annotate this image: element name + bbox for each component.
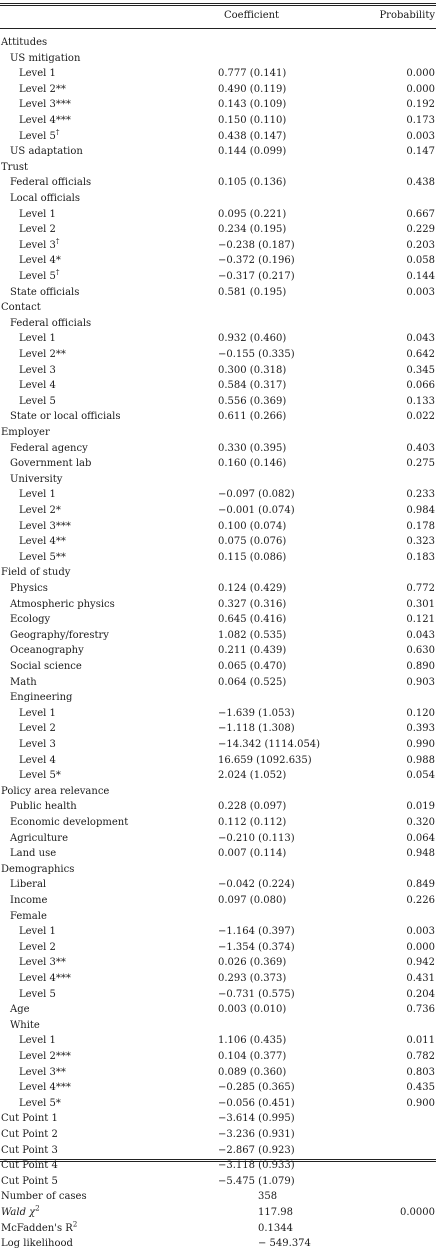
row-label: Age	[10, 1004, 30, 1016]
coefficient-cell: 0.089 (0.360)	[218, 1066, 287, 1078]
table-row	[0, 519, 436, 535]
table-row	[0, 737, 436, 753]
row-label: Level 1	[19, 68, 56, 80]
probability-cell: 0.667	[406, 208, 435, 220]
probability-cell: 0.301	[406, 598, 435, 610]
row-label: Math	[10, 676, 37, 688]
top-rule-double	[0, 5, 436, 6]
coefficient-cell: 0.228 (0.097)	[218, 801, 287, 813]
probability-cell: 0.988	[406, 754, 435, 766]
probability-cell: 0.942	[406, 957, 435, 969]
row-label: Land use	[10, 848, 57, 860]
row-label: Level 5*	[19, 1097, 61, 1109]
table-row	[0, 1143, 436, 1159]
probability-cell: 0.178	[406, 520, 435, 532]
coefficient-cell: 0.124 (0.429)	[218, 583, 287, 594]
bottom-rule	[0, 1159, 436, 1160]
probability-cell: 0.772	[406, 583, 435, 594]
coefficient-cell: 0.144 (0.099)	[218, 146, 287, 158]
table-row	[0, 160, 436, 176]
row-label: Public health	[10, 801, 77, 813]
probability-cell: 0.948	[406, 848, 435, 860]
table-row	[0, 503, 436, 519]
row-label: Federal officials	[10, 177, 92, 189]
probability-cell: 0.900	[406, 1097, 435, 1109]
coefficient-cell: 0.581 (0.195)	[218, 286, 287, 298]
row-label: Level 3***	[19, 99, 71, 111]
probability-cell: 0.147	[406, 146, 435, 158]
coefficient-cell: 0.143 (0.109)	[218, 99, 287, 111]
row-label: Federal officials	[10, 317, 92, 329]
table-row	[0, 581, 436, 597]
row-label: Government lab	[10, 458, 92, 470]
row-label: Level 1	[19, 333, 56, 345]
probability-cell: 0.058	[406, 255, 435, 267]
probability-cell: 0.043	[406, 629, 435, 641]
row-label: Level 1	[19, 1035, 56, 1047]
coefficient-cell: −0.042 (0.224)	[218, 879, 295, 891]
table-row	[0, 1111, 436, 1127]
row-label: University	[10, 473, 63, 485]
table-row	[0, 331, 436, 347]
probability-cell: 0.782	[406, 1051, 435, 1062]
probability-cell: 0.054	[406, 770, 435, 782]
table-row	[0, 971, 436, 987]
row-label: Level 3***	[19, 520, 71, 532]
row-label: Level 1	[19, 489, 56, 501]
coefficient-cell: 0.104 (0.377)	[218, 1051, 287, 1062]
coefficient-cell: 0.003 (0.010)	[218, 1004, 287, 1016]
coefficient-cell: 0.075 (0.076)	[218, 536, 287, 548]
table-row	[0, 1236, 436, 1252]
row-label: Level 2	[19, 941, 56, 953]
probability-cell: 0.011	[406, 1035, 435, 1047]
coefficient-cell: − 549.374	[258, 1238, 311, 1250]
table-row	[0, 924, 436, 940]
row-label: Level 4	[19, 380, 56, 392]
row-label: Contact	[1, 302, 41, 314]
table-row	[0, 1049, 436, 1065]
row-label: Level 3**	[19, 957, 66, 969]
row-label: Log likelihood	[1, 1238, 73, 1250]
table-row	[0, 846, 436, 862]
table-row	[0, 1127, 436, 1143]
probability-cell: 0.736	[406, 1004, 435, 1016]
table-row	[0, 877, 436, 893]
row-label: Liberal	[10, 879, 47, 891]
coefficient-cell: −0.731 (0.575)	[218, 988, 295, 1000]
probability-cell: 0.019	[406, 801, 435, 813]
table-row	[0, 831, 436, 847]
row-label: Level 5†	[19, 268, 60, 282]
row-label: Wald $\chi^2$	[1, 1204, 40, 1218]
row-label: State or local officials	[10, 411, 121, 423]
coefficient-cell: 0.300 (0.318)	[218, 364, 287, 376]
table-row	[0, 113, 436, 129]
table-row	[0, 675, 436, 691]
row-label: McFadden's $R^2$	[1, 1220, 78, 1234]
coefficient-cell: 0.095 (0.221)	[218, 208, 287, 220]
table-row	[0, 316, 436, 332]
row-label: Level 5**	[19, 551, 66, 563]
row-label: Cut Point 4	[1, 1160, 58, 1172]
table-row	[0, 1080, 436, 1096]
row-label: Cut Point 2	[1, 1129, 58, 1140]
coefficient-cell: 0.327 (0.316)	[218, 598, 287, 610]
table-row	[0, 643, 436, 659]
row-label: Cut Point 3	[1, 1144, 58, 1156]
coefficient-cell: 0.556 (0.369)	[218, 395, 287, 407]
probability-cell: 0.984	[406, 505, 435, 516]
row-label: Level 4**	[19, 536, 66, 548]
probability-cell: 0.000	[406, 68, 435, 80]
probability-cell: 0.000	[406, 83, 435, 95]
coefficient-cell: −14.342 (1114.054)	[218, 739, 321, 750]
probability-cell: 0.022	[406, 411, 435, 423]
row-label: Federal agency	[10, 442, 88, 454]
row-label: Economic development	[10, 817, 129, 828]
table-row	[0, 862, 436, 878]
table-row	[0, 1189, 436, 1205]
probability-cell: 0.323	[406, 536, 435, 548]
coefficient-cell: 0.438 (0.147)	[218, 130, 287, 142]
top-rule	[0, 3, 436, 4]
coefficient-cell: 1.106 (0.435)	[218, 1035, 287, 1047]
table-row	[0, 207, 436, 223]
row-label: Demographics	[1, 863, 75, 875]
coefficient-cell: 0.097 (0.080)	[218, 895, 287, 906]
coefficient-cell: −0.372 (0.196)	[218, 255, 295, 267]
table-row	[0, 534, 436, 550]
probability-cell: 0.173	[406, 115, 435, 126]
row-label: Level 1	[19, 926, 56, 938]
row-label: Level 4*	[19, 255, 61, 267]
coefficient-cell: 0.026 (0.369)	[218, 957, 287, 969]
coefficient-cell: 358	[258, 1191, 278, 1203]
table-row	[0, 82, 436, 98]
table-row	[0, 456, 436, 472]
probability-cell: 0.000	[406, 941, 435, 953]
table-row	[0, 690, 436, 706]
row-label: Level 4***	[19, 115, 71, 126]
row-label: Level 2*	[19, 505, 61, 516]
row-label: Agriculture	[10, 832, 68, 844]
table-row	[0, 66, 436, 82]
coefficient-cell: 0.330 (0.395)	[218, 442, 287, 454]
header-coefficient: Coefficient	[224, 10, 280, 21]
probability-cell: 0.630	[406, 645, 435, 657]
probability-cell: 0.393	[406, 723, 435, 735]
row-label: Level 1	[19, 707, 56, 719]
row-label: Level 2**	[19, 349, 66, 360]
coefficient-cell: 0.064 (0.525)	[218, 676, 287, 688]
table-row	[0, 565, 436, 581]
probability-cell: 0.226	[406, 895, 435, 906]
probability-cell: 0.133	[406, 395, 435, 407]
table-row	[0, 129, 436, 145]
coefficient-cell: 2.024 (1.052)	[218, 770, 287, 782]
row-label: Engineering	[10, 692, 73, 704]
table-row	[0, 425, 436, 441]
coefficient-cell: −1.164 (0.397)	[218, 926, 295, 938]
coefficient-cell: 0.211 (0.439)	[218, 645, 287, 657]
table-row	[0, 441, 436, 457]
probability-cell: 0.066	[406, 380, 435, 392]
table-row	[0, 472, 436, 488]
probability-cell: 0.003	[406, 130, 435, 142]
table-row	[0, 97, 436, 113]
table-row	[0, 222, 436, 238]
coefficient-cell: 0.293 (0.373)	[218, 973, 287, 984]
row-label: US mitigation	[10, 52, 81, 64]
row-label: Employer	[1, 427, 50, 438]
table-row	[0, 285, 436, 301]
probability-cell: 0.120	[406, 707, 435, 719]
coefficient-cell: −0.210 (0.113)	[218, 832, 295, 844]
row-label: Level 3	[19, 739, 56, 750]
table-row	[0, 597, 436, 613]
row-label: Number of cases	[1, 1191, 87, 1203]
probability-cell: 0.903	[406, 676, 435, 688]
coefficient-cell: −3.118 (0.933)	[218, 1160, 295, 1172]
header-probability: Probability	[379, 10, 435, 21]
coefficient-cell: −0.097 (0.082)	[218, 489, 295, 501]
coefficient-cell: 1.082 (0.535)	[218, 629, 287, 641]
row-label: Field of study	[1, 567, 71, 579]
bottom-rule-double	[0, 1161, 436, 1162]
probability-cell: 0.003	[406, 286, 435, 298]
table-row	[0, 1174, 436, 1190]
probability-cell: 0.403	[406, 442, 435, 454]
row-label: Attitudes	[1, 37, 48, 48]
probability-cell: 0.990	[406, 739, 435, 750]
coefficient-cell: −0.317 (0.217)	[218, 271, 295, 282]
row-label: Level 3**	[19, 1066, 66, 1078]
coefficient-cell: 0.160 (0.146)	[218, 458, 287, 470]
coefficient-cell: −5.475 (1.079)	[218, 1175, 295, 1187]
coefficient-cell: −1.118 (1.308)	[218, 723, 295, 735]
row-label: Social science	[10, 661, 82, 672]
row-label: Level 3	[19, 364, 56, 376]
table-row	[0, 35, 436, 51]
table-row	[0, 51, 436, 67]
table-row	[0, 1002, 436, 1018]
label-superscript: †	[55, 128, 60, 137]
table-row	[0, 347, 436, 363]
table-row	[0, 394, 436, 410]
row-label: Level 4***	[19, 973, 71, 984]
coefficient-cell: 16.659 (1092.635)	[218, 754, 312, 766]
probability-cell: 0.803	[406, 1066, 435, 1078]
probability-cell: 0.064	[406, 832, 435, 844]
coefficient-cell: 0.611 (0.266)	[218, 411, 287, 423]
row-label: Female	[10, 910, 47, 922]
probability-cell: 0.203	[406, 239, 435, 251]
coefficient-cell: 117.98	[258, 1207, 293, 1218]
table-row	[0, 768, 436, 784]
table-row	[0, 1096, 436, 1112]
coefficient-cell: 0.777 (0.141)	[218, 68, 287, 80]
coefficient-cell: 0.1344	[258, 1222, 293, 1234]
table-row	[0, 269, 436, 285]
coefficient-cell: 0.065 (0.470)	[218, 661, 287, 672]
row-label: Level 1	[19, 208, 56, 220]
row-label: Ecology	[10, 614, 51, 626]
table-row	[0, 940, 436, 956]
table-row	[0, 1205, 436, 1221]
row-label: Level 5	[19, 988, 56, 1000]
coefficient-cell: 0.234 (0.195)	[218, 224, 287, 236]
table-row	[0, 238, 436, 254]
label-superscript: †	[55, 237, 60, 246]
row-label: Level 2***	[19, 1051, 71, 1062]
probability-cell: 0.438	[406, 177, 435, 189]
row-label: Cut Point 5	[1, 1175, 58, 1187]
table-row	[0, 253, 436, 269]
coefficient-cell: −0.056 (0.451)	[218, 1097, 295, 1109]
coefficient-cell: 0.100 (0.074)	[218, 520, 287, 532]
table-row	[0, 550, 436, 566]
coefficient-cell: 0.112 (0.112)	[218, 817, 287, 828]
row-label: US adaptation	[10, 146, 83, 158]
probability-cell: 0.890	[406, 661, 435, 672]
probability-cell: 0.204	[406, 988, 435, 1000]
row-label: Cut Point 1	[1, 1113, 58, 1125]
table-row	[0, 363, 436, 379]
probability-cell: 0.144	[406, 271, 435, 282]
row-label: Level 2	[19, 224, 56, 236]
probability-cell: 0.043	[406, 333, 435, 345]
row-label: Policy area relevance	[1, 785, 110, 797]
coefficient-cell: 0.115 (0.086)	[218, 551, 287, 563]
table-row	[0, 987, 436, 1003]
table-row	[0, 487, 436, 503]
table-row	[0, 893, 436, 909]
row-label: Level 2	[19, 723, 56, 735]
table-row	[0, 1033, 436, 1049]
table-row	[0, 721, 436, 737]
table-row	[0, 191, 436, 207]
header-rule	[0, 28, 436, 29]
row-label: Level 4	[19, 754, 56, 766]
row-label: Physics	[10, 583, 48, 594]
coefficient-cell: −2.867 (0.923)	[218, 1144, 295, 1156]
row-label: Geography/forestry	[10, 629, 109, 641]
label-superscript: 2	[72, 1220, 78, 1229]
row-label: Level 5†	[19, 128, 60, 142]
table-row	[0, 706, 436, 722]
coefficient-cell: −0.285 (0.365)	[218, 1082, 295, 1094]
table-row	[0, 612, 436, 628]
table-row	[0, 1065, 436, 1081]
coefficient-cell: −3.236 (0.931)	[218, 1129, 295, 1140]
table-row	[0, 175, 436, 191]
table-row	[0, 784, 436, 800]
row-label: Atmospheric physics	[10, 598, 115, 610]
coefficient-cell: 0.150 (0.110)	[218, 115, 287, 126]
coefficient-cell: 0.105 (0.136)	[218, 177, 287, 189]
table-row	[0, 955, 436, 971]
coefficient-cell: −1.354 (0.374)	[218, 941, 295, 953]
row-label: Level 5*	[19, 770, 61, 782]
probability-cell: 0.0000	[400, 1207, 435, 1218]
probability-cell: 0.320	[406, 817, 435, 828]
row-label: State officials	[10, 286, 80, 298]
row-label: Level 4***	[19, 1082, 71, 1094]
coefficient-cell: 0.007 (0.114)	[218, 848, 287, 860]
table-row	[0, 909, 436, 925]
probability-cell: 0.275	[406, 458, 435, 470]
table-row	[0, 1018, 436, 1034]
table-row	[0, 1221, 436, 1237]
coefficient-cell: 0.584 (0.317)	[218, 380, 287, 392]
table-row	[0, 815, 436, 831]
label-superscript: 2	[35, 1204, 40, 1213]
probability-cell: 0.233	[406, 489, 435, 501]
coefficient-cell: −3.614 (0.995)	[218, 1113, 295, 1125]
probability-cell: 0.121	[406, 614, 435, 626]
table-row	[0, 300, 436, 316]
row-label: White	[10, 1019, 40, 1031]
probability-cell: 0.431	[406, 973, 435, 984]
probability-cell: 0.642	[406, 349, 435, 360]
probability-cell: 0.003	[406, 926, 435, 938]
row-label: Level 5	[19, 395, 56, 407]
probability-cell: 0.849	[406, 879, 435, 891]
coefficient-cell: −1.639 (1.053)	[218, 707, 295, 719]
table-row	[0, 628, 436, 644]
label-superscript: †	[55, 268, 60, 277]
coefficient-cell: −0.238 (0.187)	[218, 239, 295, 251]
coefficient-cell: 0.490 (0.119)	[218, 83, 287, 95]
coefficient-cell: 0.645 (0.416)	[218, 614, 287, 626]
probability-cell: 0.183	[406, 551, 435, 563]
row-label: Oceanography	[10, 645, 84, 657]
table-row	[0, 409, 436, 425]
probability-cell: 0.229	[406, 224, 435, 236]
table-row	[0, 144, 436, 160]
probability-cell: 0.192	[406, 99, 435, 111]
table-row	[0, 378, 436, 394]
row-label: Local officials	[10, 193, 81, 204]
table-row	[0, 799, 436, 815]
table-row	[0, 753, 436, 769]
coefficient-cell: −0.155 (0.335)	[218, 349, 295, 360]
row-label: Trust	[1, 161, 29, 173]
probability-cell: 0.345	[406, 364, 435, 376]
row-label: Level 3†	[19, 237, 60, 251]
coefficient-cell: 0.932 (0.460)	[218, 333, 287, 345]
table-row	[0, 659, 436, 675]
row-label: Income	[10, 895, 48, 906]
row-label: Level 2**	[19, 83, 66, 95]
coefficient-cell: −0.001 (0.074)	[218, 505, 295, 516]
probability-cell: 0.435	[406, 1082, 435, 1094]
